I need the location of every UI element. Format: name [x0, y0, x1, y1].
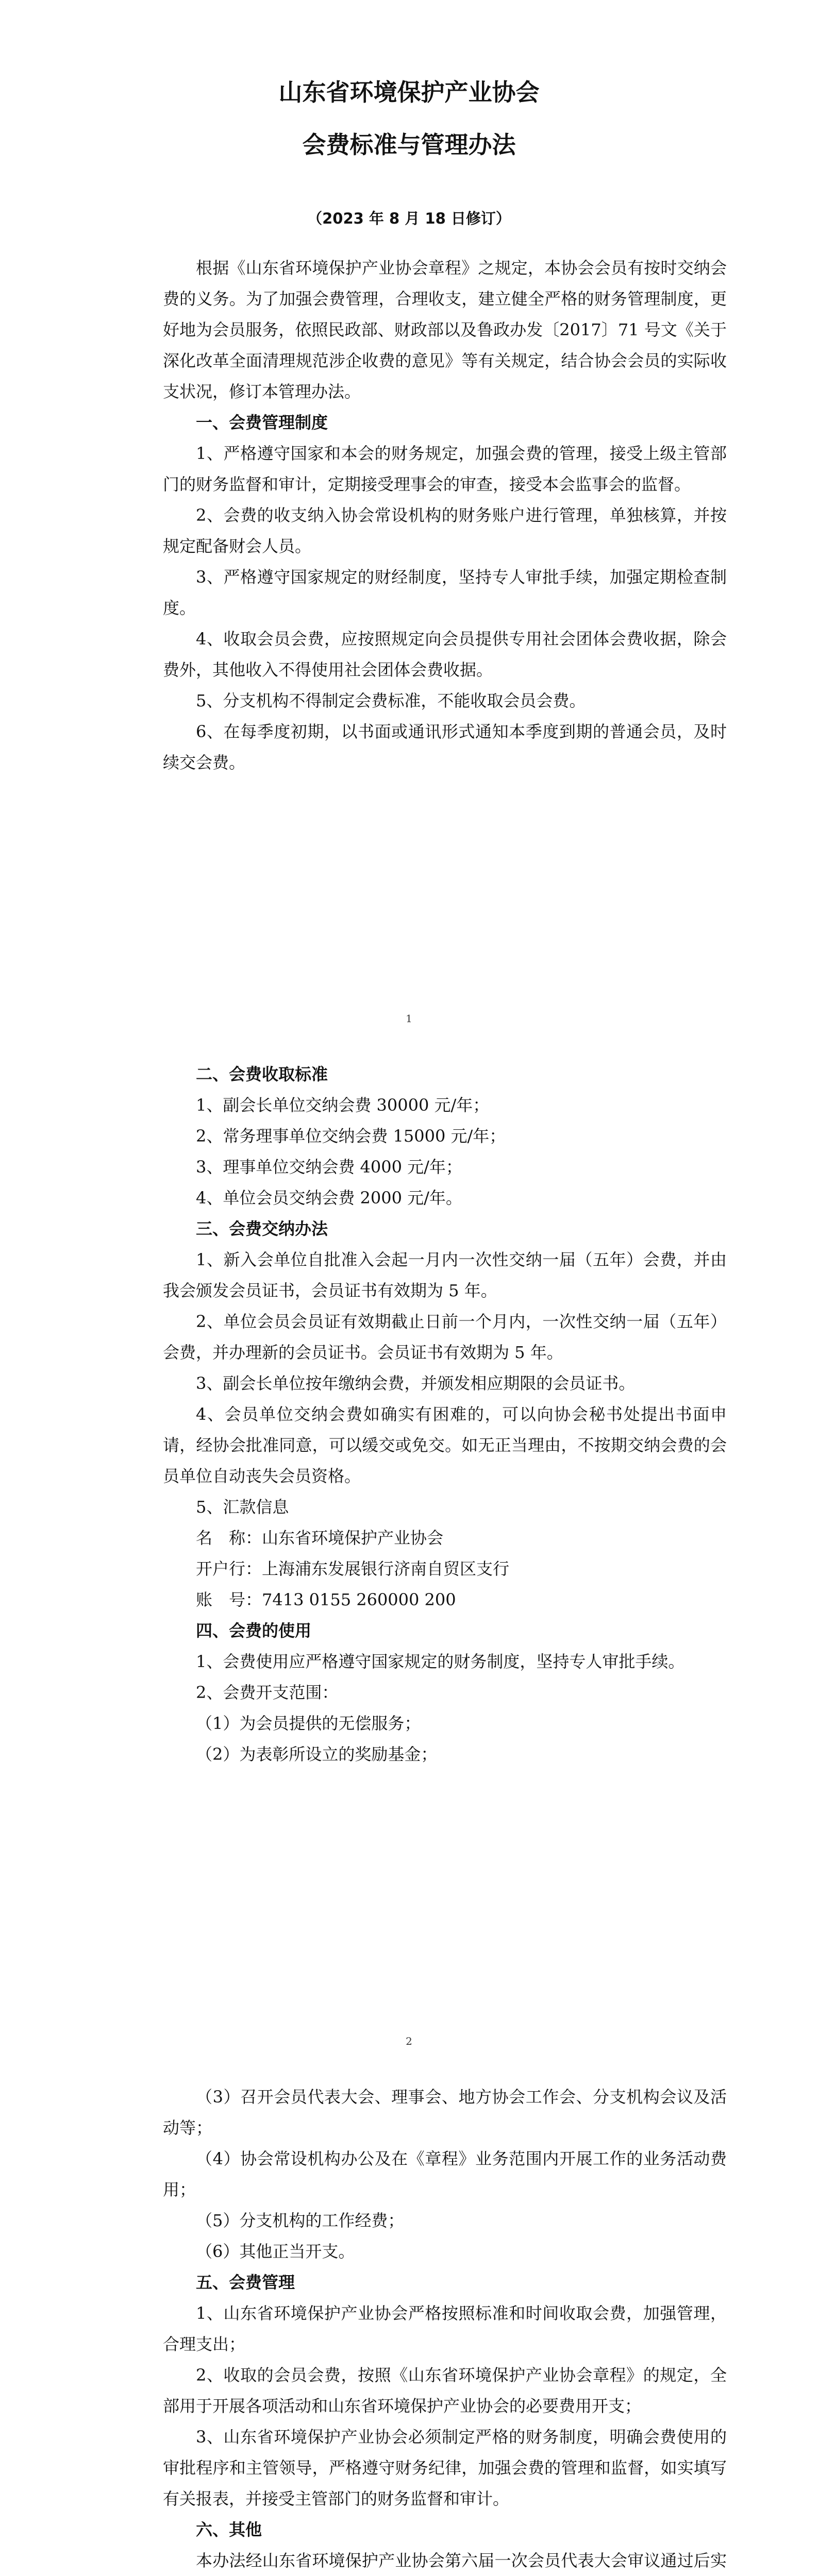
paragraph: 6、在每季度初期，以书面或通讯形式通知本季度到期的普通会员，及时续交会费。: [163, 722, 727, 772]
paragraph: 2、会费开支范围：: [196, 1683, 339, 1702]
section-heading: 五、会费管理: [196, 2273, 295, 2292]
paragraph: 开户行：上海浦东发展银行济南自贸区支行: [196, 1559, 510, 1579]
paragraph: 1、严格遵守国家和本会的财务规定，加强会费的管理，接受上级主管部门的财务监督和审计，定期接受理事会的审查，接受本会监事会的监督。: [163, 444, 727, 494]
paragraph: 4、收取会员会费，应按照规定向会员提供专用社会团体会费收据，除会费外，其他收入不得使用社会团体会费收据。: [163, 629, 727, 680]
document-title-line2: 会费标准与管理办法: [302, 131, 516, 159]
section-heading: 四、会费的使用: [196, 1621, 312, 1640]
paragraph: 3、严格遵守国家规定的财经制度，坚持专人审批手续，加强定期检查制度。: [163, 567, 727, 618]
paragraph: （3）召开会员代表大会、理事会、地方协会工作会、分支机构会议及活动等；: [163, 2087, 727, 2138]
paragraph: 3、山东省环境保护产业协会必须制定严格的财务制度，明确会费使用的审批程序和主管领导，严格遵守财务纪律，加强会费的管理和监督，如实填写有关报表，并接受主管部门的财务监督和审计。: [163, 2427, 727, 2509]
paragraph: 5、分支机构不得制定会费标准，不能收取会员会费。: [196, 691, 586, 710]
page-number: 2: [406, 2035, 412, 2047]
section-heading: 一、会费管理制度: [196, 413, 328, 432]
paragraph: 4、单位会员交纳会费 2000 元/年。: [196, 1188, 462, 1208]
page2-body: [163, 1059, 727, 1770]
page1-body: [163, 252, 727, 778]
paragraph: 3、副会长单位按年缴纳会费，并颁发相应期限的会员证书。: [196, 1374, 636, 1393]
paragraph: 4、会员单位交纳会费如确实有困难的，可以向协会秘书处提出书面申请，经协会批准同意，可以缓交或免交。如无正当理由，不按期交纳会费的会员单位自动丧失会员资格。: [163, 1404, 727, 1486]
section-heading: 二、会费收取标准: [196, 1064, 328, 1084]
paragraph: 2、会费的收支纳入协会常设机构的财务账户进行管理，单独核算，并按规定配备财会人员。: [163, 505, 727, 556]
paragraph: （2）为表彰所设立的奖励基金；: [196, 1744, 438, 1764]
revision-note: （2023 年 8 月 18 日修订）: [307, 210, 511, 227]
paragraph: 5、汇款信息: [196, 1497, 289, 1517]
paragraph: 1、会费使用应严格遵守国家规定的财务制度，坚持专人审批手续。: [196, 1652, 685, 1671]
page-number: 1: [406, 1012, 412, 1025]
document-title-line1: 山东省环境保护产业协会: [278, 78, 540, 106]
section-heading: 三、会费交纳办法: [196, 1219, 328, 1239]
paragraph: 根据《山东省环境保护产业协会章程》之规定，本协会会员有按时交纳会费的义务。为了加强会费管理，合理收支，建立健全严格的财务管理制度，更好地为会员服务，依照民政部、财政部以及鲁政办发〔2017〕71 号文《关于深化改革全面清理规范涉企收费的意见》等有关规定，结合协会会员的实际收支状况，修订本管理办法。: [163, 258, 727, 401]
section-heading: 六、其他: [196, 2520, 262, 2539]
paragraph: 账 号：7413 0155 260000 200: [196, 1590, 456, 1609]
paragraph: 2、常务理事单位交纳会费 15000 元/年；: [196, 1126, 506, 1146]
paragraph: 名 称：山东省环境保护产业协会: [196, 1528, 444, 1548]
page3-body: [163, 2081, 727, 2576]
paragraph: 1、新入会单位自批准入会起一月内一次性交纳一届（五年）会费，并由我会颁发会员证书，会员证书有效期为 5 年。: [163, 1250, 727, 1300]
paragraph: （6）其他正当开支。: [196, 2242, 355, 2261]
paragraph: （1）为会员提供的无偿服务；: [196, 1714, 421, 1733]
paragraph: 3、理事单位交纳会费 4000 元/年；: [196, 1157, 462, 1177]
paragraph: （5）分支机构的工作经费；: [196, 2211, 405, 2230]
paragraph: （4）协会常设机构办公及在《章程》业务范围内开展工作的业务活动费用；: [163, 2149, 727, 2199]
paragraph: 本办法经山东省环境保护产业协会第六届一次会员代表大会审议通过后实: [196, 2551, 727, 2570]
paragraph: 2、收取的会员会费，按照《山东省环境保护产业协会章程》的规定，全部用于开展各项活动和山东省环境保护产业协会的必要费用开支；: [163, 2365, 727, 2416]
paragraph: 1、山东省环境保护产业协会严格按照标准和时间收取会费，加强管理，合理支出；: [163, 2303, 727, 2354]
paragraph: 2、单位会员会员证有效期截止日前一个月内，一次性交纳一届（五年）会费，并办理新的会员证书。会员证书有效期为 5 年。: [163, 1312, 727, 1362]
paragraph: 1、副会长单位交纳会费 30000 元/年；: [196, 1095, 490, 1115]
